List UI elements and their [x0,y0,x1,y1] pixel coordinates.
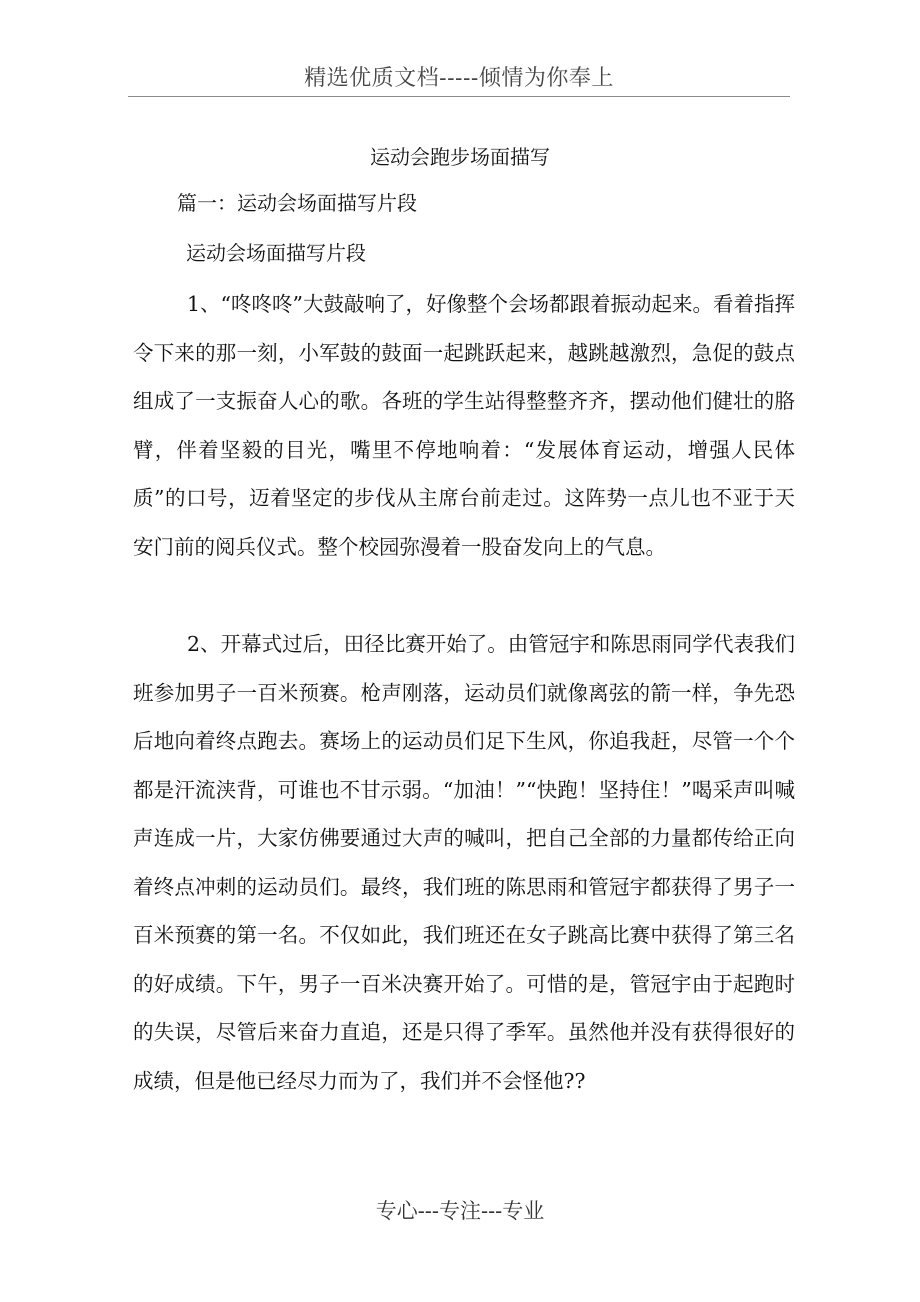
page-header [128,62,790,97]
paragraph-2: 2、开幕式过后，田径比赛开始了。由管冠宇和陈思雨同学代表我们班参加男子一百米预赛。枪声刚落，运动员们就像离弦的箭一样，争先恐后地向着终点跑去。赛场上的运动员们足下生风，你追我赶，尽管一个个都是汗流浃背，可谁也不甘示弱。“加油！”“快跑！坚持住！”喝采声叫喊声连成一片，大家仿佛要通过大声的喊叫，把自己全部的力量都传给正向着终点冲刺的运动员们。最终，我们班的陈思雨和管冠宇都获得了男子一百米预赛的第一名。不仅如此，我们班还在女子跳高比赛中获得了第三名的好成绩。下午，男子一百米决赛开始了。可惜的是，管冠宇由于起跑时的失误，尽管后来奋力直追，还是只得了季军。虽然他并没有获得很好的成绩，但是他已经尽力而为了，我们并不会怪他?? [133,632,795,1093]
document-title: 运动会跑步场面描写 [370,145,550,169]
footer-text: 专心---专注---专业 [375,1199,545,1223]
page-footer [0,1196,920,1226]
subheading: 运动会场面描写片段 [186,241,366,265]
section-title: 篇一：运动会场面描写片段 [177,191,417,215]
header-text: 精选优质文档-----倾情为你奉上 [304,66,614,91]
paragraph-1: 1、“咚咚咚”大鼓敲响了，好像整个会场都跟着振动起来。看着指挥令下来的那一刻，小军鼓的鼓面一起跳跃起来，越跳越激烈，急促的鼓点组成了一支振奋人心的歌。各班的学生站得整整齐齐，摆动他们健壮的胳臂，伴着坚毅的目光，嘴里不停地响着：“发展体育运动，增强人民体质”的口号，迈着坚定的步伐从主席台前走过。这阵势一点儿也不亚于天安门前的阅兵仪式。整个校园弥漫着一股奋发向上的气息。 [133,292,796,559]
